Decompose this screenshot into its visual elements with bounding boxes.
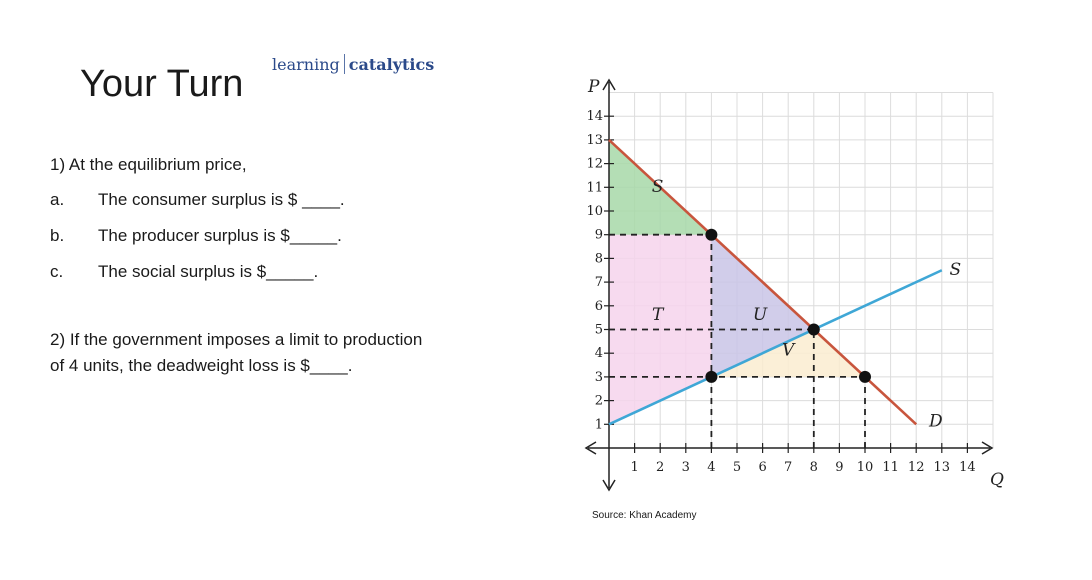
option-a-letter: a.: [50, 190, 65, 209]
y-tick-label: 12: [586, 156, 603, 172]
question-2-line-1: 2) If the government imposes a limit to production: [50, 330, 423, 349]
y-tick-label: 3: [594, 369, 603, 385]
brand-learning: learning: [272, 55, 340, 74]
region-U-label: U: [752, 305, 768, 326]
y-tick-label: 2: [594, 393, 603, 409]
option-b-letter: b.: [50, 226, 65, 245]
option-b-text: The producer surplus is $_____.: [98, 226, 342, 245]
y-tick-label: 5: [594, 322, 603, 338]
region-V-label: V: [782, 340, 795, 361]
option-a-text: The consumer surplus is $ ____.: [98, 190, 345, 209]
x-tick-label: 9: [835, 460, 844, 475]
region-S-label: S: [651, 177, 664, 198]
y-tick-label: 14: [586, 109, 603, 125]
data-point: [859, 371, 871, 383]
option-c-letter: c.: [50, 262, 64, 281]
data-point: [705, 229, 717, 241]
y-tick-label: 11: [586, 180, 603, 196]
option-c-text: The social surplus is $_____.: [98, 262, 319, 281]
data-point: [808, 324, 820, 336]
x-tick-label: 13: [933, 460, 951, 475]
question-2-line-2: of 4 units, the deadweight loss is $____.: [50, 356, 353, 375]
series-S-label: S: [949, 259, 962, 280]
slide-title: Your Turn: [80, 63, 244, 105]
y-axis-label: P: [588, 77, 600, 97]
x-tick-label: 4: [707, 460, 716, 475]
x-tick-label: 2: [656, 460, 665, 475]
y-tick-label: 10: [586, 204, 603, 219]
y-tick-label: 13: [586, 132, 603, 148]
source-note: Source: Khan Academy: [592, 510, 697, 521]
x-tick-label: 12: [907, 460, 925, 475]
y-tick-label: 7: [594, 275, 603, 291]
brand-catalytics: catalytics: [348, 55, 435, 74]
x-tick-label: 8: [809, 460, 818, 475]
x-tick-label: 3: [681, 460, 690, 475]
y-tick-label: 6: [594, 298, 603, 314]
y-tick-label: 1: [594, 417, 603, 433]
x-tick-label: 1: [630, 460, 639, 475]
y-tick-label: 4: [594, 346, 603, 362]
x-tick-label: 14: [959, 460, 976, 475]
y-tick-label: 9: [594, 227, 603, 243]
x-tick-label: 10: [856, 460, 874, 475]
series-D-label: D: [929, 411, 943, 432]
question-1: 1) At the equilibrium price,: [50, 155, 247, 174]
x-tick-label: 11: [882, 460, 899, 475]
x-axis-label: Q: [990, 470, 1004, 490]
x-tick-label: 7: [784, 460, 793, 475]
data-point: [705, 371, 717, 383]
y-tick-label: 8: [594, 251, 603, 267]
x-tick-label: 5: [732, 460, 742, 475]
x-tick-label: 6: [758, 460, 767, 475]
region-T-label: T: [651, 305, 664, 326]
